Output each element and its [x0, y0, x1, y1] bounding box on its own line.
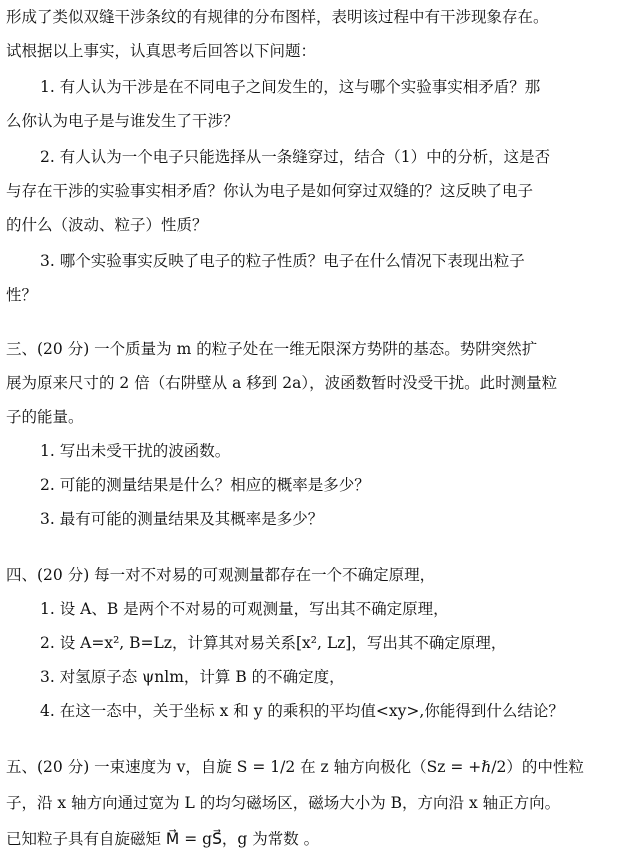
s2-q2-line-3: 的什么（波动、粒子）性质？	[6, 216, 208, 234]
s2-q2-line-1: 2. 有人认为一个电子只能选择从一条缝穿过，结合（1）中的分析，这是否	[40, 148, 551, 166]
s2-q3-line-1: 3. 哪个实验事实反映了电子的粒子性质？电子在什么情况下表现出粒子	[40, 252, 525, 270]
s5-header: 五、(20 分) 一束速度为 v，自旋 S = 1/2 在 z 轴方向极化（Sz = +ℏ/2）的中性粒	[6, 758, 584, 776]
intro-line-1: 形成了类似双缝干涉条纹的有规律的分布图样，表明该过程中有干涉现象存在。	[6, 8, 549, 26]
intro-line-2: 试根据以上事实，认真思考后回答以下问题：	[6, 42, 317, 60]
s2-q1-line-1: 1. 有人认为干涉是在不同电子之间发生的，这与哪个实验事实相矛盾？那	[40, 78, 541, 96]
s5-line-2: 子，沿 x 轴方向通过宽为 L 的均匀磁场区，磁场大小为 B，方向沿 x 轴正方向。	[6, 794, 561, 812]
s3-header: 三、(20 分) 一个质量为 m 的粒子处在一维无限深方势阱的基态。势阱突然扩	[6, 340, 538, 358]
s3-item-3: 3. 最有可能的测量结果及其概率是多少？	[40, 510, 324, 528]
s4-item-2: 2. 设 A=x², B=Lz，计算其对易关系[x², Lz]，写出其不确定原理，	[40, 634, 507, 652]
s3-line-2: 展为原来尺寸的 2 倍（右阱壁从 a 移到 2a），波函数暂时没受干扰。此时测量粒	[6, 374, 558, 392]
s2-q1-line-2: 么你认为电子是与谁发生了干涉？	[6, 112, 239, 130]
s2-q3-line-2: 性？	[6, 286, 38, 304]
s4-header: 四、(20 分) 每一对不对易的可观测量都存在一个不确定原理，	[6, 566, 436, 584]
s5-line-3: 已知粒子具有自旋磁矩 M⃗ = gS⃗，g 为常数 。	[6, 830, 320, 848]
s3-line-3: 子的能量。	[6, 408, 84, 426]
s4-item-1: 1. 设 A、B 是两个不对易的可观测量，写出其不确定原理，	[40, 600, 449, 618]
s4-item-4: 4. 在这一态中，关于坐标 x 和 y 的乘积的平均值<xy>,你能得到什么结论？	[40, 702, 564, 720]
s4-item-3: 3. 对氢原子态 ψnlm，计算 B 的不确定度，	[40, 668, 345, 686]
s3-item-1: 1. 写出未受干扰的波函数。	[40, 442, 231, 460]
s3-item-2: 2. 可能的测量结果是什么？相应的概率是多少？	[40, 476, 370, 494]
s2-q2-line-2: 与存在干涉的实验事实相矛盾？你认为电子是如何穿过双缝的？这反映了电子	[6, 182, 534, 200]
